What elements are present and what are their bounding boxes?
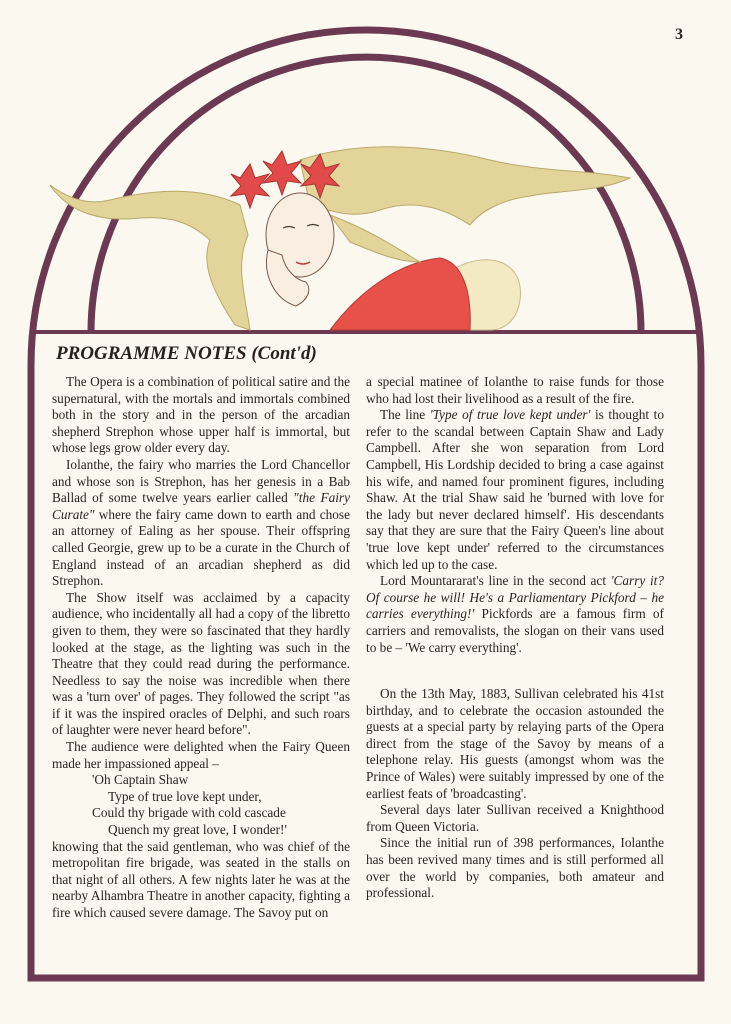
right-text-column: [366, 374, 664, 902]
page-number: 3: [675, 26, 683, 43]
paragraph: On the 13th May, 1883, Sullivan celebrated his 41st birthday, and to celebrate the occasion astounded the guests at a special party by relaying parts of the Opera direct from the stage of the Savoy by means of a telephone relay. His guests (amongst whom was the Prince of Wales) were suitably impressed by one of the earliest feats of 'broadcasting'.: [366, 686, 664, 801]
paragraph: Iolanthe, the fairy who marries the Lord Chancellor and whose son is Strephon, has her genesis in a Bab Ballad of some twelve years earlier called "the Fairy Curate" where the fairy came down to earth and chose an attorney of Ealing as her spouse. Their offspring called Georgie, grew up to be a curate in the Church of England instead of an arcadian shepherd as did Strephon.: [52, 456, 350, 589]
verse-line: Could thy brigade with cold cascade: [92, 805, 286, 821]
fairy-dress: [330, 258, 470, 330]
fairy-hair-curl: [330, 215, 420, 262]
paragraph: Lord Mountararat's line in the second act 'Carry it? Of course he will! He's a Parliamentary Pickford – he carries everything!' Pickfords are a famous firm of carriers and removalists, the slogan on their vans used to be – 'We carry everything'.: [366, 573, 664, 655]
paragraph: The audience were delighted when the Fairy Queen made her impassioned appeal –: [52, 739, 350, 771]
verse-line: 'Oh Captain Shaw: [92, 772, 189, 788]
section-title: PROGRAMME NOTES (Cont'd): [56, 343, 317, 364]
paragraph: The Opera is a combination of political satire and the supernatural, with the mortals and immortals combined both in the story and in the person of the arcadian shepherd Strephon whose upper half is immortal, but whose legs grow older every day.: [52, 374, 350, 456]
left-text-column: [52, 374, 350, 922]
paragraph: a special matinee of Iolanthe to raise funds for those who had lost their livelihood as a result of the fire.: [366, 374, 664, 406]
paragraph: The line 'Type of true love kept under' is thought to refer to the scandal between Captain Shaw and Lady Campbell. After she won separation from Lord Campbell, His Lordship decided to bring a case against his wife, and named four prominent figures, including Shaw. At the trial Shaw said he 'burned with love for the lady but never declared himself'. His descendants say that they are sure that the Fairy Queen's line about 'true love kept under' referred to the circumstances which led up to the case.: [366, 407, 664, 572]
paragraph: Since the initial run of 398 performances, Iolanthe has been revived many times and is still performed all over the world by companies, both amateur and professional.: [366, 835, 664, 901]
fairy-hair-left: [50, 185, 250, 330]
verse-line: Type of true love kept under,: [108, 788, 262, 804]
paragraph: Several days later Sullivan received a Knighthood from Queen Victoria.: [366, 802, 664, 834]
paragraph: The Show itself was acclaimed by a capacity audience, who incidentally all had a copy of the libretto given to them, they were so fascinated that they hardly looked at the stage, as the lighting was such in the Theatre that they could read during the performance. Needless to say the noise was incredible when there was a 'turn over' of pages. They followed the script "as if it was the inspired oracles of Delphi, and such roars of laughter were never heard before".: [52, 589, 350, 738]
paragraph: knowing that the said gentleman, who was chief of the metropolitan fire brigade, was seated in the stalls on that night of all others. A few nights later he was at the nearby Alhambra Theatre in another capacity, fighting a fire which caused severe damage. The Savoy put on: [52, 838, 350, 920]
verse-line: Quench my great love, I wonder!': [108, 822, 287, 838]
